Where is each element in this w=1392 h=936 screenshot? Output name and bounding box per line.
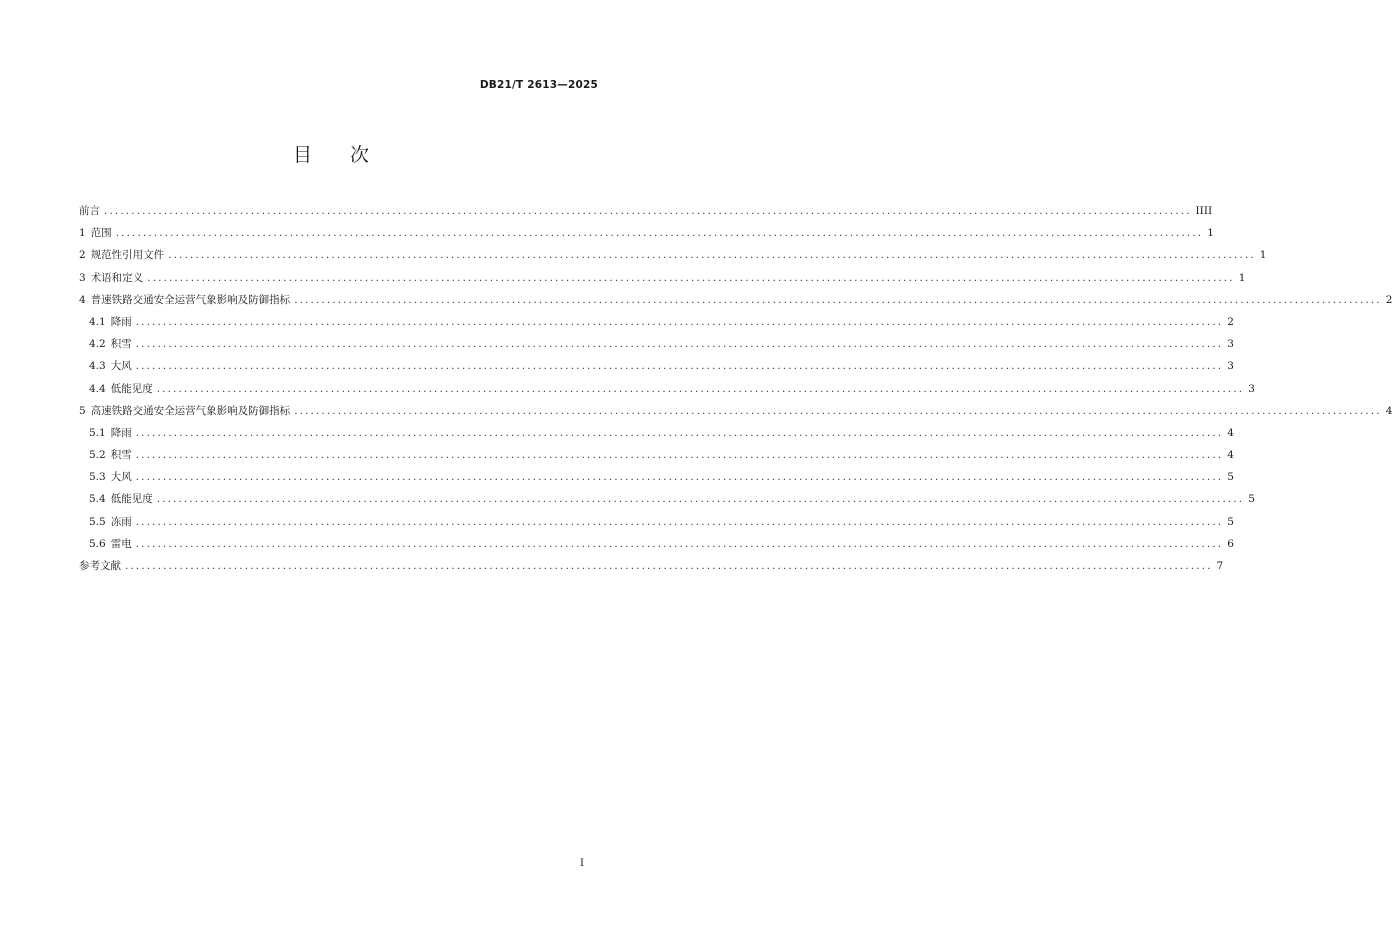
toc-entry-page: IIII xyxy=(1195,205,1213,217)
toc-entry[interactable] xyxy=(79,267,1246,289)
toc-entry[interactable] xyxy=(79,333,1234,355)
toc-entry-label xyxy=(89,511,132,533)
page-number: I xyxy=(580,858,584,869)
toc-leader-dots: ........................................................................................................................................................................................................ xyxy=(135,515,1224,528)
toc-entry-number: 3 xyxy=(79,271,86,284)
toc-entry-number: 1 xyxy=(79,227,86,240)
toc-entry-title: 低能见度 xyxy=(110,493,153,506)
toc-entry-number: 5.5 xyxy=(89,515,106,528)
toc-leader-dots: ........................................................................................................................................................................................................ xyxy=(156,493,1245,506)
toc-entry-page: 6 xyxy=(1227,537,1234,550)
toc-entry-title: 低能见度 xyxy=(110,382,153,395)
toc-entry-page: 3 xyxy=(1248,382,1255,395)
toc-leader-dots: ........................................................................................................................................................................................................ xyxy=(135,471,1224,484)
toc-entry-title: 冻雨 xyxy=(110,515,132,528)
toc-entry-title: 雷电 xyxy=(110,537,132,550)
toc-entry-page: 3 xyxy=(1227,360,1234,373)
toc-entry-page: 1 xyxy=(1259,249,1267,262)
toc-entry-title: 高速铁路交通安全运营气象影响及防御指标 xyxy=(90,404,291,417)
toc-leader-dots: ........................................................................................................................................................................................................ xyxy=(294,293,1382,306)
toc-entry[interactable] xyxy=(79,555,1224,577)
toc-entry-label xyxy=(89,444,132,466)
toc-entry[interactable] xyxy=(79,289,1392,311)
toc-entry-label xyxy=(89,311,132,333)
toc-entry-number: 5.6 xyxy=(89,537,106,550)
toc-entry-label xyxy=(89,422,132,444)
toc-entry[interactable] xyxy=(79,533,1234,555)
toc-entry-title: 大风 xyxy=(110,471,132,484)
toc-entry[interactable] xyxy=(79,355,1234,377)
table-of-contents xyxy=(79,200,1392,577)
toc-leader-dots: ........................................................................................................................................................................................................ xyxy=(147,271,1235,284)
toc-entry-page: 5 xyxy=(1227,515,1234,528)
toc-leader-dots: ........................................................................................................................................................................................................ xyxy=(135,360,1224,373)
toc-entry-label xyxy=(89,355,132,377)
toc-entry-number: 5 xyxy=(79,404,86,417)
toc-entry-title: 降雨 xyxy=(110,426,132,439)
toc-entry-number: 4 xyxy=(79,293,86,306)
toc-entry-number: 2 xyxy=(79,249,86,262)
toc-entry[interactable] xyxy=(79,378,1255,400)
toc-entry-title: 参考文献 xyxy=(79,560,121,572)
toc-leader-dots: ........................................................................................................................................................................................................ xyxy=(294,404,1382,417)
toc-entry-number: 5.1 xyxy=(89,426,106,439)
toc-entry-page: 4 xyxy=(1385,404,1392,417)
toc-entry[interactable] xyxy=(79,222,1214,244)
toc-entry-title: 前言 xyxy=(79,205,100,217)
toc-leader-dots: ........................................................................................................................................................................................................ xyxy=(135,537,1224,550)
toc-entry-title: 范围 xyxy=(90,227,112,240)
toc-leader-dots: ........................................................................................................................................................................................................ xyxy=(168,249,1256,262)
toc-entry-label xyxy=(79,222,112,244)
toc-entry-label xyxy=(89,533,132,555)
toc-entry-title: 积雪 xyxy=(110,449,132,462)
toc-entry[interactable] xyxy=(79,400,1392,422)
toc-entry-page: 4 xyxy=(1227,426,1234,439)
toc-entry-page: 2 xyxy=(1227,315,1234,328)
toc-entry-page: 5 xyxy=(1227,471,1234,484)
toc-entry-label xyxy=(89,466,132,488)
toc-entry-number: 5.2 xyxy=(89,449,106,462)
toc-entry-page: 2 xyxy=(1385,293,1392,306)
toc-entry-label xyxy=(89,488,153,510)
toc-entry-label xyxy=(79,289,290,311)
toc-leader-dots: ........................................................................................................................................................................................................ xyxy=(135,315,1224,328)
toc-entry-title: 积雪 xyxy=(110,338,132,351)
toc-leader-dots: ........................................................................................................................................................................................................ xyxy=(125,560,1213,572)
toc-entry[interactable] xyxy=(79,511,1234,533)
toc-entry-page: 4 xyxy=(1227,449,1234,462)
document-code: DB21/T 2613—2025 xyxy=(479,79,598,91)
toc-entry-label xyxy=(89,333,132,355)
toc-entry[interactable] xyxy=(79,488,1255,510)
page-title: 目 次 xyxy=(292,144,386,166)
toc-leader-dots: ........................................................................................................................................................................................................ xyxy=(115,227,1204,240)
toc-entry[interactable] xyxy=(79,200,1213,222)
toc-entry-number: 4.2 xyxy=(89,338,106,351)
toc-leader-dots: ........................................................................................................................................................................................................ xyxy=(135,338,1224,351)
toc-entry-label xyxy=(79,244,164,266)
toc-entry-page: 7 xyxy=(1216,560,1224,572)
toc-entry-label xyxy=(79,400,290,422)
toc-entry-page: 5 xyxy=(1248,493,1255,506)
toc-entry-page: 1 xyxy=(1238,271,1246,284)
toc-leader-dots: ........................................................................................................................................................................................................ xyxy=(104,205,1192,217)
toc-entry[interactable] xyxy=(79,422,1234,444)
toc-entry-title: 普速铁路交通安全运营气象影响及防御指标 xyxy=(90,293,291,306)
toc-leader-dots: ........................................................................................................................................................................................................ xyxy=(135,449,1224,462)
toc-entry[interactable] xyxy=(79,244,1267,266)
toc-entry-number: 4.4 xyxy=(89,382,106,395)
toc-entry-label xyxy=(79,555,121,577)
toc-entry-number: 5.4 xyxy=(89,493,106,506)
toc-leader-dots: ........................................................................................................................................................................................................ xyxy=(135,426,1224,439)
toc-entry-title: 降雨 xyxy=(110,315,132,328)
toc-leader-dots: ........................................................................................................................................................................................................ xyxy=(156,382,1245,395)
toc-entry-label xyxy=(79,267,143,289)
toc-entry-number: 5.3 xyxy=(89,471,106,484)
toc-entry-page: 3 xyxy=(1227,338,1234,351)
toc-entry-title: 术语和定义 xyxy=(90,271,144,284)
toc-entry-label xyxy=(79,200,100,222)
toc-entry[interactable] xyxy=(79,466,1234,488)
toc-entry-number: 4.1 xyxy=(89,315,106,328)
toc-entry-label xyxy=(89,378,153,400)
toc-entry[interactable] xyxy=(79,311,1234,333)
toc-entry-title: 大风 xyxy=(110,360,132,373)
toc-entry-title: 规范性引用文件 xyxy=(90,249,165,262)
toc-entry[interactable] xyxy=(79,444,1234,466)
toc-entry-number: 4.3 xyxy=(89,360,106,373)
toc-entry-page: 1 xyxy=(1207,227,1214,240)
